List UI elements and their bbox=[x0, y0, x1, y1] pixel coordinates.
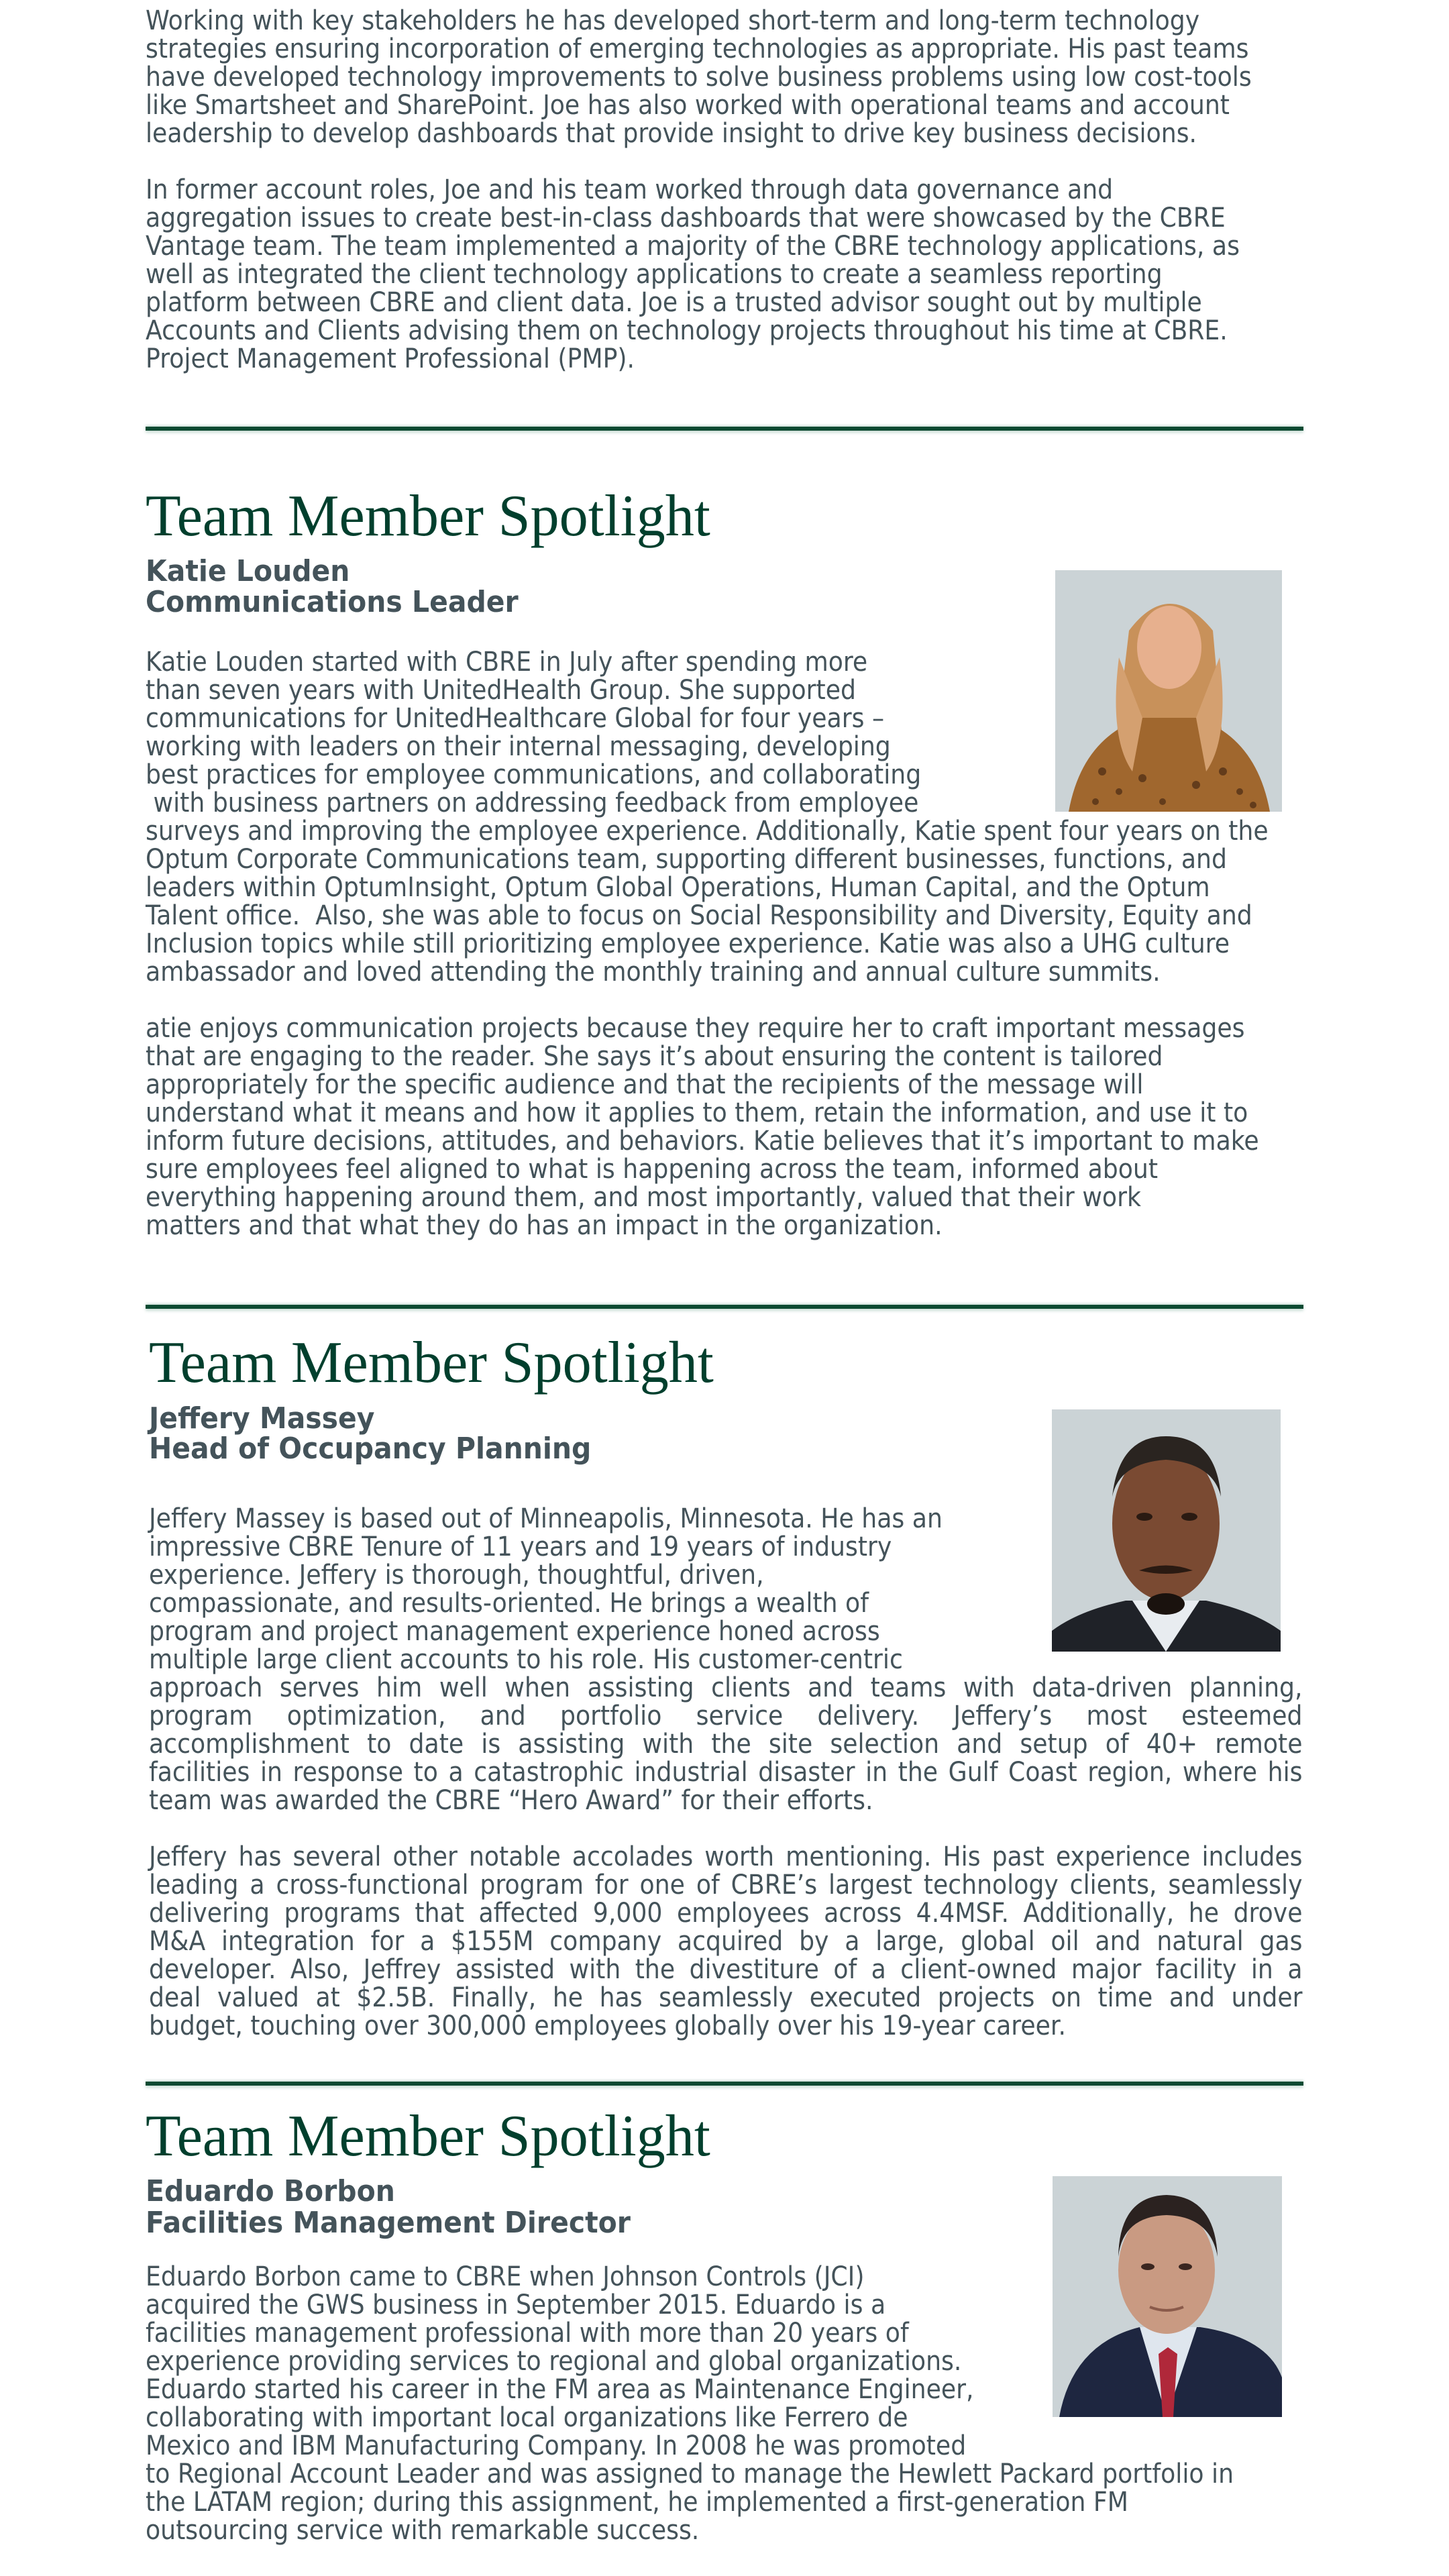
member-photo bbox=[1052, 1409, 1281, 1652]
intro-p2-line: well as integrated the client technology applications to create a seamless reporting bbox=[146, 259, 1163, 290]
body-line: collaborating with important local organizations like Ferrero de bbox=[146, 2402, 908, 2433]
body-line: deal valued at $2.5B. Finally, he has seamlessly executed projects on time and under bbox=[149, 1982, 1303, 2013]
body-line: budget, touching over 300,000 employees globally over his 19-year career. bbox=[149, 2010, 1067, 2041]
body-line: facilities in response to a catastrophic industrial disaster in the Gulf Coast region, where his bbox=[149, 1757, 1303, 1788]
section-divider bbox=[146, 427, 1303, 431]
body-line: experience providing services to regional and global organizations. bbox=[146, 2346, 962, 2377]
body-line: Jeffery Massey is based out of Minneapolis, Minnesota. He has an bbox=[149, 1503, 943, 1534]
member-name: Katie Louden bbox=[146, 554, 350, 588]
body-line: leading a cross-functional program for one of CBRE’s largest technology clients, seamlessly bbox=[149, 1870, 1303, 1900]
person-photo-icon bbox=[1055, 570, 1282, 812]
body-line: understand what it means and how it applies to them, retain the information, and use it to bbox=[146, 1097, 1248, 1128]
section-divider bbox=[146, 1305, 1303, 1309]
spotlight-title: Team Member Spotlight bbox=[146, 484, 710, 549]
section-divider bbox=[146, 2082, 1303, 2086]
body-line: Talent office. Also, she was able to focus on Social Responsibility and Diversity, Equity and bbox=[146, 900, 1252, 931]
body-line: program optimization, and portfolio service delivery. Jeffery’s most esteemed bbox=[149, 1701, 1303, 1731]
member-photo bbox=[1055, 570, 1282, 812]
member-name: Eduardo Borbon bbox=[146, 2174, 395, 2208]
intro-p1-line: strategies ensuring incorporation of emerging technologies as appropriate. His past teams bbox=[146, 34, 1249, 64]
body-line: sure employees feel aligned to what is happening across the team, informed about bbox=[146, 1154, 1159, 1185]
body-line: developer. Also, Jeffrey assisted with the divestiture of a client-owned major facility in a bbox=[149, 1954, 1303, 1985]
body-line: with business partners on addressing feedback from employee bbox=[146, 788, 919, 818]
intro-p2-line: In former account roles, Joe and his team worked through data governance and bbox=[146, 174, 1114, 205]
body-line: multiple large client accounts to his role. His customer-centric bbox=[149, 1644, 903, 1675]
body-line: inform future decisions, attitudes, and behaviors. Katie believes that it’s important to make bbox=[146, 1126, 1259, 1157]
body-line: working with leaders on their internal messaging, developing bbox=[146, 731, 891, 762]
body-line: program and project management experience honed across bbox=[149, 1616, 880, 1647]
intro-p2-line: Vantage team. The team implemented a majority of the CBRE technology applications, as bbox=[146, 231, 1240, 262]
body-line: Optum Corporate Communications team, supporting different businesses, functions, and bbox=[146, 844, 1227, 875]
intro-p1-line: like Smartsheet and SharePoint. Joe has also worked with operational teams and account bbox=[146, 90, 1230, 121]
body-line: accomplishment to date is assisting with the site selection and setup of 40+ remote bbox=[149, 1729, 1303, 1760]
member-role: Head of Occupancy Planning bbox=[149, 1432, 592, 1466]
intro-p2-line: aggregation issues to create best-in-class dashboards that were showcased by the CBRE bbox=[146, 203, 1226, 233]
spotlight-title: Team Member Spotlight bbox=[146, 2104, 710, 2169]
body-line: M&A integration for a $155M company acquired by a large, global oil and natural gas bbox=[149, 1926, 1303, 1957]
member-photo bbox=[1053, 2176, 1282, 2417]
body-line: appropriately for the specific audience and that the recipients of the message will bbox=[146, 1069, 1144, 1100]
body-line: acquired the GWS business in September 2015. Eduardo is a bbox=[146, 2290, 886, 2320]
intro-p1-line: leadership to develop dashboards that provide insight to drive key business decisions. bbox=[146, 118, 1197, 149]
intro-p2-line: Project Management Professional (PMP). bbox=[146, 343, 635, 374]
intro-p1-line: have developed technology improvements to solve business problems using low cost-tools bbox=[146, 62, 1252, 93]
body-line: matters and that what they do has an impact in the organization. bbox=[146, 1210, 943, 1241]
body-line: leaders within OptumInsight, Optum Global Operations, Human Capital, and the Optum bbox=[146, 872, 1210, 903]
person-photo-icon bbox=[1052, 1409, 1281, 1652]
body-line: that are engaging to the reader. She says it’s about ensuring the content is tailored bbox=[146, 1041, 1163, 1072]
intro-p1-line: Working with key stakeholders he has developed short-term and long-term technology bbox=[146, 5, 1200, 36]
member-role: Facilities Management Director bbox=[146, 2206, 631, 2240]
body-line: the LATAM region; during this assignment, he implemented a first-generation FM bbox=[146, 2487, 1128, 2518]
body-line: everything happening around them, and most importantly, valued that their work bbox=[146, 1182, 1141, 1213]
body-line: Inclusion topics while still prioritizing employee experience. Katie was also a UHG culture bbox=[146, 928, 1230, 959]
body-line: Katie Louden started with CBRE in July after spending more bbox=[146, 647, 868, 678]
body-line: Eduardo started his career in the FM area as Maintenance Engineer, bbox=[146, 2374, 974, 2405]
body-line: Jeffery has several other notable accolades worth mentioning. His past experience includes bbox=[149, 1841, 1303, 1872]
intro-p2-line: Accounts and Clients advising them on technology projects throughout his time at CBRE. bbox=[146, 315, 1228, 346]
body-line: team was awarded the CBRE “Hero Award” for their efforts. bbox=[149, 1785, 873, 1816]
body-line: surveys and improving the employee experience. Additionally, Katie spent four years on the bbox=[146, 816, 1269, 847]
member-role: Communications Leader bbox=[146, 585, 519, 619]
body-line: compassionate, and results-oriented. He brings a wealth of bbox=[149, 1588, 869, 1619]
body-line: impressive CBRE Tenure of 11 years and 19 years of industry bbox=[149, 1532, 892, 1562]
body-line: Mexico and IBM Manufacturing Company. In 2008 he was promoted bbox=[146, 2430, 967, 2461]
body-line: than seven years with UnitedHealth Group. She supported bbox=[146, 675, 856, 706]
body-line: approach serves him well when assisting clients and teams with data-driven planning, bbox=[149, 1672, 1303, 1703]
intro-p2-line: platform between CBRE and client data. Joe is a trusted advisor sought out by multiple bbox=[146, 287, 1202, 318]
body-line: facilities management professional with more than 20 years of bbox=[146, 2318, 909, 2349]
spotlight-title: Team Member Spotlight bbox=[149, 1330, 714, 1395]
body-line: best practices for employee communications, and collaborating bbox=[146, 759, 922, 790]
body-line: experience. Jeffery is thorough, thoughtful, driven, bbox=[149, 1560, 764, 1591]
body-line: communications for UnitedHealthcare Global for four years – bbox=[146, 703, 885, 734]
body-line: Eduardo Borbon came to CBRE when Johnson Controls (JCI) bbox=[146, 2261, 865, 2292]
body-line: ambassador and loved attending the monthly training and annual culture summits. bbox=[146, 957, 1161, 987]
person-photo-icon bbox=[1053, 2176, 1282, 2417]
member-name: Jeffery Massey bbox=[149, 1401, 375, 1436]
body-line: outsourcing service with remarkable success. bbox=[146, 2515, 700, 2546]
body-line: delivering programs that affected 9,000 employees across 4.4MSF. Additionally, he drove bbox=[149, 1898, 1303, 1929]
body-line: atie enjoys communication projects because they require her to craft important messages bbox=[146, 1013, 1245, 1044]
body-line: to Regional Account Leader and was assigned to manage the Hewlett Packard portfolio in bbox=[146, 2459, 1234, 2489]
